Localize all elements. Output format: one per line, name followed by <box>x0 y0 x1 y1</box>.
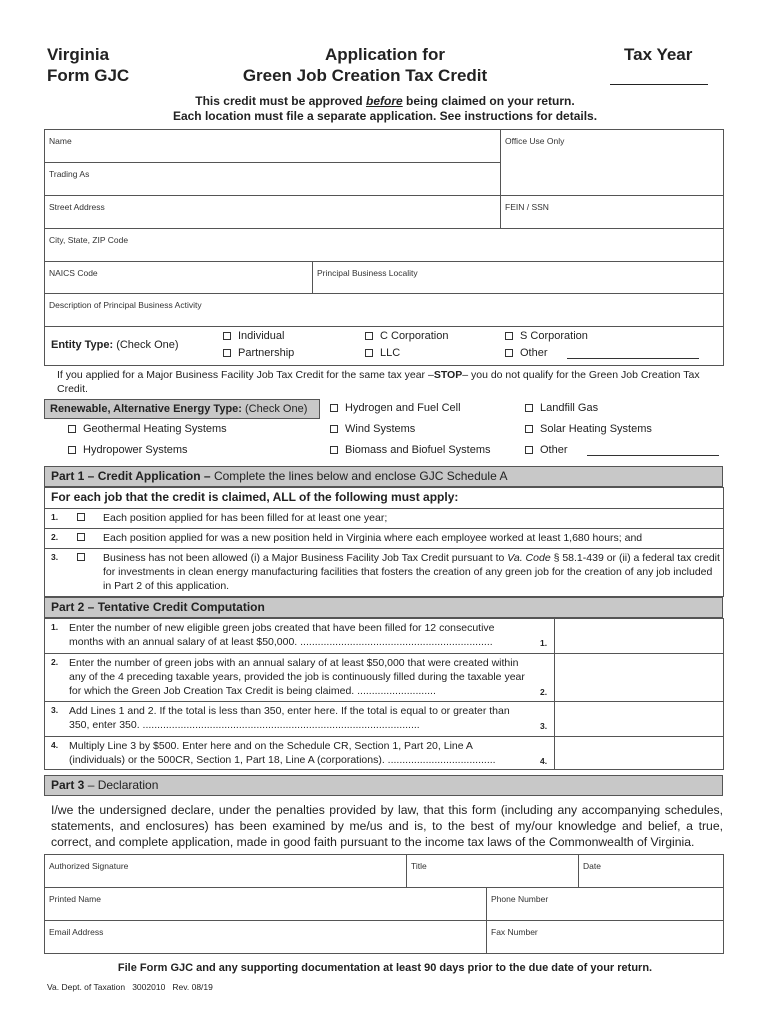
part2-line1-number: 1. <box>51 622 59 632</box>
checkbox[interactable] <box>68 446 76 454</box>
part1-item3-number: 3. <box>51 552 59 562</box>
part2-line4-amount[interactable] <box>555 737 723 770</box>
part1-item1-checkbox[interactable] <box>77 513 85 521</box>
part2-line1-text: Enter the number of new eligible green jobs created that have been filled for 12 consecutive months with an annual salary of at least $50,000. .................................................................. <box>69 622 495 648</box>
part1-item2-text: Each position applied for was a new position held in Virginia where each employee worked at least 1,680 hours; and <box>103 532 643 544</box>
part2-line4-number: 4. <box>51 740 59 750</box>
business-locality-field[interactable]: Principal Business Locality <box>317 268 418 278</box>
checkbox[interactable] <box>330 446 338 454</box>
entity-s-corporation-option[interactable]: S Corporation <box>505 330 588 342</box>
energy-geothermal-option[interactable]: Geothermal Heating Systems <box>68 423 227 435</box>
energy-solar-option[interactable]: Solar Heating Systems <box>525 423 652 435</box>
fein-ssn-field[interactable]: FEIN / SSN <box>505 202 549 212</box>
authorized-signature-field[interactable]: Authorized Signature <box>49 861 129 871</box>
entity-individual-option[interactable]: Individual <box>223 330 284 342</box>
title-field[interactable]: Title <box>411 861 427 871</box>
energy-type-label: Renewable, Alternative Energy Type: (Check One) <box>44 399 320 419</box>
instruction-location: Each location must file a separate application. See instructions for details. <box>172 109 598 123</box>
part1-header: Part 1 – Credit Application – Complete the lines below and enclose GJC Schedule A <box>44 466 723 487</box>
energy-hydropower-option[interactable]: Hydropower Systems <box>68 444 188 456</box>
checkbox[interactable] <box>505 349 513 357</box>
trading-as-field[interactable]: Trading As <box>49 169 90 179</box>
checkbox[interactable] <box>68 425 76 433</box>
part1-item3-text: Business has not been allowed (i) a Major Business Facility Job Tax Credit pursuant to Va. Code § 58.1-439 or (ii) a federal tax credit for investments in clean energy manufacturing facilities that fosters the creation of any green job for the creation of any job included in Part 2 of this application. <box>103 552 720 592</box>
entity-type-label: Entity Type: (Check One) <box>51 339 179 351</box>
part2-line1-ref: 1. <box>540 638 548 648</box>
instruction-approval: This credit must be approved before being claimed on your return. <box>195 94 575 108</box>
energy-other-option[interactable]: Other <box>525 444 719 456</box>
department-footer: Va. Dept. of Taxation 3002010 Rev. 08/19 <box>47 982 213 992</box>
checkbox[interactable] <box>223 332 231 340</box>
entity-partnership-option[interactable]: Partnership <box>223 347 294 359</box>
part1-subtitle: For each job that the credit is claimed, ALL of the following must apply: <box>51 490 459 504</box>
checkbox[interactable] <box>525 404 533 412</box>
part2-line2-ref: 2. <box>540 687 548 697</box>
checkbox[interactable] <box>330 404 338 412</box>
energy-other-blank[interactable] <box>587 445 719 456</box>
energy-landfill-option[interactable]: Landfill Gas <box>525 402 598 414</box>
part2-line3-ref: 3. <box>540 721 548 731</box>
office-use-field: Office Use Only <box>505 136 565 146</box>
part1-item2-number: 2. <box>51 532 59 542</box>
major-facility-note: If you applied for a Major Business Facility Job Tax Credit for the same tax year –STOP– you do not qualify for the Green Job Creation Tax Credit. <box>57 369 700 395</box>
business-activity-field[interactable]: Description of Principal Business Activity <box>49 300 202 310</box>
name-field[interactable]: Name <box>49 136 72 146</box>
energy-biomass-option[interactable]: Biomass and Biofuel Systems <box>330 444 491 456</box>
declaration-text: I/we the undersigned declare, under the penalties provided by law, that this form (including any accompanying schedules, statements, and enclosures) has been examined by me/us and is, to the best of my/our knowledge and belief, a true, correct, and complete application, made in good faith pursuant to the income tax laws of the Commonwealth of Virginia. <box>51 803 723 849</box>
energy-hydrogen-option[interactable]: Hydrogen and Fuel Cell <box>330 402 461 414</box>
part3-header: Part 3 – Declaration <box>44 775 723 796</box>
part2-line2-amount[interactable] <box>555 654 723 701</box>
state-heading: Virginia <box>47 45 110 64</box>
checkbox[interactable] <box>365 349 373 357</box>
entity-other-option[interactable]: Other <box>505 347 699 359</box>
part2-line1-amount[interactable] <box>555 619 723 653</box>
form-title-line2: Green Job Creation Tax Credit <box>242 66 488 85</box>
checkbox[interactable] <box>505 332 513 340</box>
part2-line2-text: Enter the number of green jobs with an annual salary of at least $50,000 that were created within any of the 4 preceding taxable years, provided the job is continuously filled during the taxable year for which the Green Job Creation Tax Credit is being claimed. ........................... <box>69 657 525 697</box>
printed-name-field[interactable]: Printed Name <box>49 894 101 904</box>
checkbox[interactable] <box>525 446 533 454</box>
part2-line2-number: 2. <box>51 657 59 667</box>
entity-c-corporation-option[interactable]: C Corporation <box>365 330 448 342</box>
part1-item1-number: 1. <box>51 512 59 522</box>
part1-item1-text: Each position applied for has been filled for at least one year; <box>103 512 388 524</box>
entity-llc-option[interactable]: LLC <box>365 347 400 359</box>
phone-number-field[interactable]: Phone Number <box>491 894 549 904</box>
checkbox[interactable] <box>365 332 373 340</box>
part2-line3-text: Add Lines 1 and 2. If the total is less than 350, enter here. If the total is equal to or greater than 350, enter 350. ............................................................................................... <box>69 705 510 731</box>
fax-number-field[interactable]: Fax Number <box>491 927 538 937</box>
street-address-field[interactable]: Street Address <box>49 202 105 212</box>
tax-year-label: Tax Year <box>624 45 693 64</box>
filing-deadline-note: File Form GJC and any supporting documentation at least 90 days prior to the due date of your return. <box>117 962 653 974</box>
tax-year-field[interactable] <box>610 84 708 85</box>
entity-other-blank[interactable] <box>567 348 699 359</box>
checkbox[interactable] <box>223 349 231 357</box>
part1-item3-checkbox[interactable] <box>77 553 85 561</box>
naics-code-field[interactable]: NAICS Code <box>49 268 98 278</box>
email-address-field[interactable]: Email Address <box>49 927 104 937</box>
checkbox[interactable] <box>525 425 533 433</box>
form-number: Form GJC <box>47 66 130 85</box>
date-field[interactable]: Date <box>583 861 601 871</box>
part2-header: Part 2 – Tentative Credit Computation <box>44 597 723 618</box>
part2-line3-amount[interactable] <box>555 702 723 736</box>
city-state-zip-field[interactable]: City, State, ZIP Code <box>49 235 129 245</box>
checkbox[interactable] <box>330 425 338 433</box>
part2-line3-number: 3. <box>51 705 59 715</box>
energy-wind-option[interactable]: Wind Systems <box>330 423 415 435</box>
part2-line4-ref: 4. <box>540 756 548 766</box>
form-title-line1: Application for <box>325 45 445 64</box>
part1-item2-checkbox[interactable] <box>77 533 85 541</box>
part2-line4-text: Multiply Line 3 by $500. Enter here and on the Schedule CR, Section 1, Part 20, Line A (individuals) or the 500CR, Section 1, Part 18, Line A (corporations). ..................................... <box>69 740 496 766</box>
